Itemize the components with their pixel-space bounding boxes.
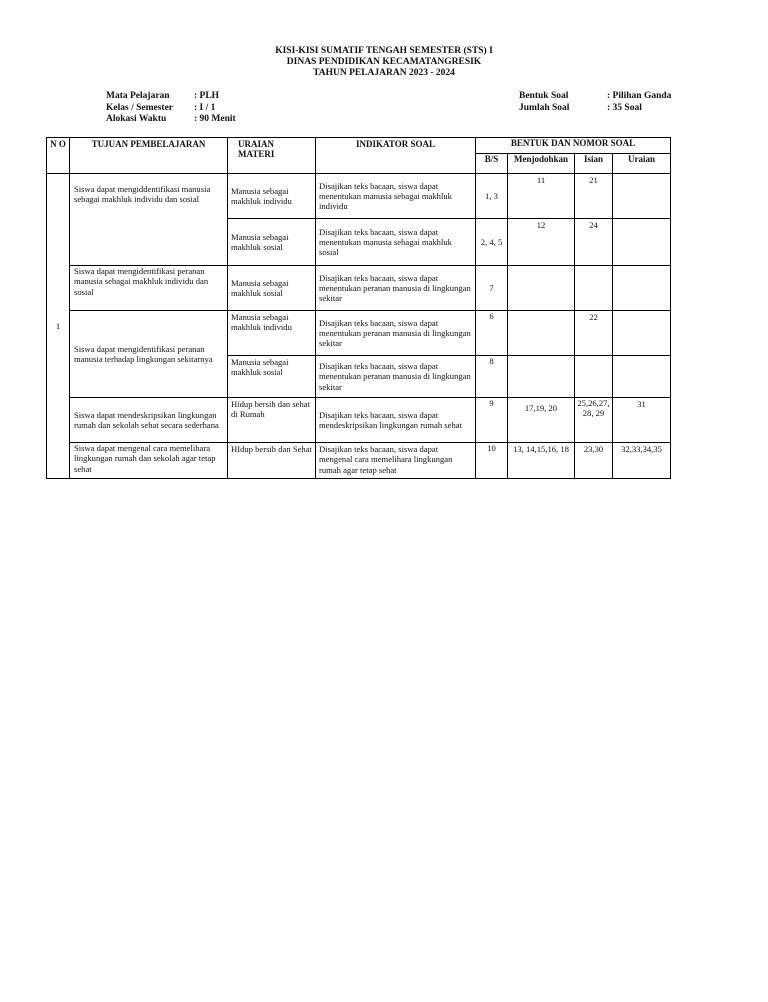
header-indikator: INDIKATOR SOAL [316, 138, 476, 174]
kisi-table [46, 137, 671, 479]
bs-cell: 1, 3 [476, 174, 508, 219]
table-row [47, 311, 671, 356]
indikator-cell: Disajikan teks bacaan, siswa dapat menentukan peranan manusia di lingkungan sekitar [316, 311, 476, 356]
bs-cell: 8 [476, 356, 508, 398]
uraian-cell [613, 174, 671, 219]
document-title [0, 46, 768, 79]
row-number: 1 [47, 174, 70, 479]
menjodohkan-cell: 12 [508, 219, 575, 266]
meta-label: Jumlah Soal [519, 102, 570, 113]
table-row [47, 266, 671, 311]
isian-cell [575, 356, 613, 398]
meta-value: : I / 1 [194, 102, 216, 113]
meta-label: Alokasi Waktu [106, 114, 167, 124]
header-uraian: Uraian [613, 154, 671, 174]
indikator-cell: Disajikan teks bacaan, siswa dapat mendeskripsikan lingkungan rumah sehat [316, 398, 476, 443]
header-uraian-materi: URAIAN MATERI [228, 138, 316, 174]
bs-cell: 6 [476, 311, 508, 356]
uraian-cell: 31 [613, 398, 671, 443]
meta-label: Bentuk Soal [519, 91, 569, 101]
isian-cell: 25,26,27, 28, 29 [575, 398, 613, 443]
materi-cell: Hidup bersih dan sehat di Rumah [228, 398, 316, 443]
materi-cell: Manusia sebagai makhluk sosial [228, 219, 316, 266]
isian-cell: 22 [575, 311, 613, 356]
tujuan-cell: Siswa dapat mengiddentifikasi manusia sebagai makhluk individu dan sosial [70, 174, 228, 266]
menjodohkan-cell [508, 266, 575, 311]
materi-cell: Manusia sebagai makhluk individu [228, 311, 316, 356]
isian-cell: 23,30 [575, 443, 613, 479]
table-row [47, 443, 671, 479]
menjodohkan-cell: 17,19, 20 [508, 398, 575, 443]
tujuan-cell: Siswa dapat mengidentifikasi peranan manusia sebagai makhluk individu dan sosial [70, 266, 228, 311]
isian-cell [575, 266, 613, 311]
header-menjodohkan: Menjodohkan [508, 154, 575, 174]
meta-label: Kelas / Semester [106, 102, 174, 113]
bs-cell: 2, 4, 5 [476, 219, 508, 266]
meta-label: Mata Pelajaran [106, 91, 170, 101]
uraian-cell [613, 219, 671, 266]
indikator-cell: Disajikan teks bacaan, siswa dapat menentukan peranan manusia di lingkungan sekitar [316, 266, 476, 311]
header-bs: B/S [476, 154, 508, 174]
bs-cell: 7 [476, 266, 508, 311]
meta-right [519, 91, 671, 114]
uraian-cell: 32,33,34,35 [613, 443, 671, 479]
table-row [47, 398, 671, 443]
meta-value: : 90 Menit [194, 114, 236, 124]
materi-cell: Manusia sebagai makhluk sosial [228, 356, 316, 398]
meta-value: : PLH [194, 91, 220, 101]
header-bentuk: BENTUK DAN NOMOR SOAL [476, 138, 671, 154]
menjodohkan-cell: 13, 14,15,16, 18 [508, 443, 575, 479]
indikator-cell: Disajikan teks bacaan, siswa dapat menentukan manusia sebagai makhluk individu [316, 174, 476, 219]
meta-left [106, 91, 236, 126]
meta-row [106, 103, 236, 115]
indikator-cell: Disajikan teks bacaan, siswa dapat menentukan manusia sebagai makhluk sosial [316, 219, 476, 266]
materi-cell: Manusia sebagai makhluk sosial [228, 266, 316, 311]
tujuan-cell: Siswa dapat mengenal cara memelihara lingkungan rumah dan sekolah agar tetap sehat [70, 443, 228, 479]
title-line-3: TAHUN PELAJARAN 2023 - 2024 [313, 68, 455, 78]
header-no: N O [47, 138, 70, 174]
meta-row [106, 114, 236, 126]
isian-cell: 24 [575, 219, 613, 266]
meta-value: : 35 Soal [607, 102, 642, 113]
uraian-cell [613, 266, 671, 311]
title-line-2: DINAS PENDIDIKAN KECAMATANGRESIK [286, 57, 482, 67]
uraian-cell [613, 311, 671, 356]
meta-row [106, 91, 236, 103]
indikator-cell: Disajikan teks bacaan, siswa dapat mengenal cara memelihara lingkungan rumah agar tetap sehat [316, 443, 476, 479]
uraian-cell [613, 356, 671, 398]
materi-cell: Manusia sebagai makhluk individu [228, 174, 316, 219]
menjodohkan-cell [508, 311, 575, 356]
tujuan-cell: Siswa dapat mengidentifikasi peranan manusia terhadap lingkungan sekitarnya [70, 311, 228, 398]
bs-cell: 10 [476, 443, 508, 479]
tujuan-cell: Siswa dapat mendeskripsikan lingkungan rumah dan sekolah sehat secara sederhana [70, 398, 228, 443]
menjodohkan-cell [508, 356, 575, 398]
bs-cell: 9 [476, 398, 508, 443]
title-line-1: KISI-KISI SUMATIF TENGAH SEMESTER (STS) I [275, 46, 493, 56]
table-row [47, 174, 671, 219]
meta-value: : Pilihan Ganda [607, 91, 672, 101]
header-isian: Isian [575, 154, 613, 174]
menjodohkan-cell: 11 [508, 174, 575, 219]
meta-row [519, 103, 671, 115]
isian-cell: 21 [575, 174, 613, 219]
header-tujuan: TUJUAN PEMBELAJARAN [70, 138, 228, 174]
materi-cell: HIdup bersih dan Sehat [228, 443, 316, 479]
indikator-cell: Disajikan teks bacaan, siswa dapat menentukan peranan manusia di lingkungan sekitar [316, 356, 476, 398]
meta-row [519, 91, 671, 103]
